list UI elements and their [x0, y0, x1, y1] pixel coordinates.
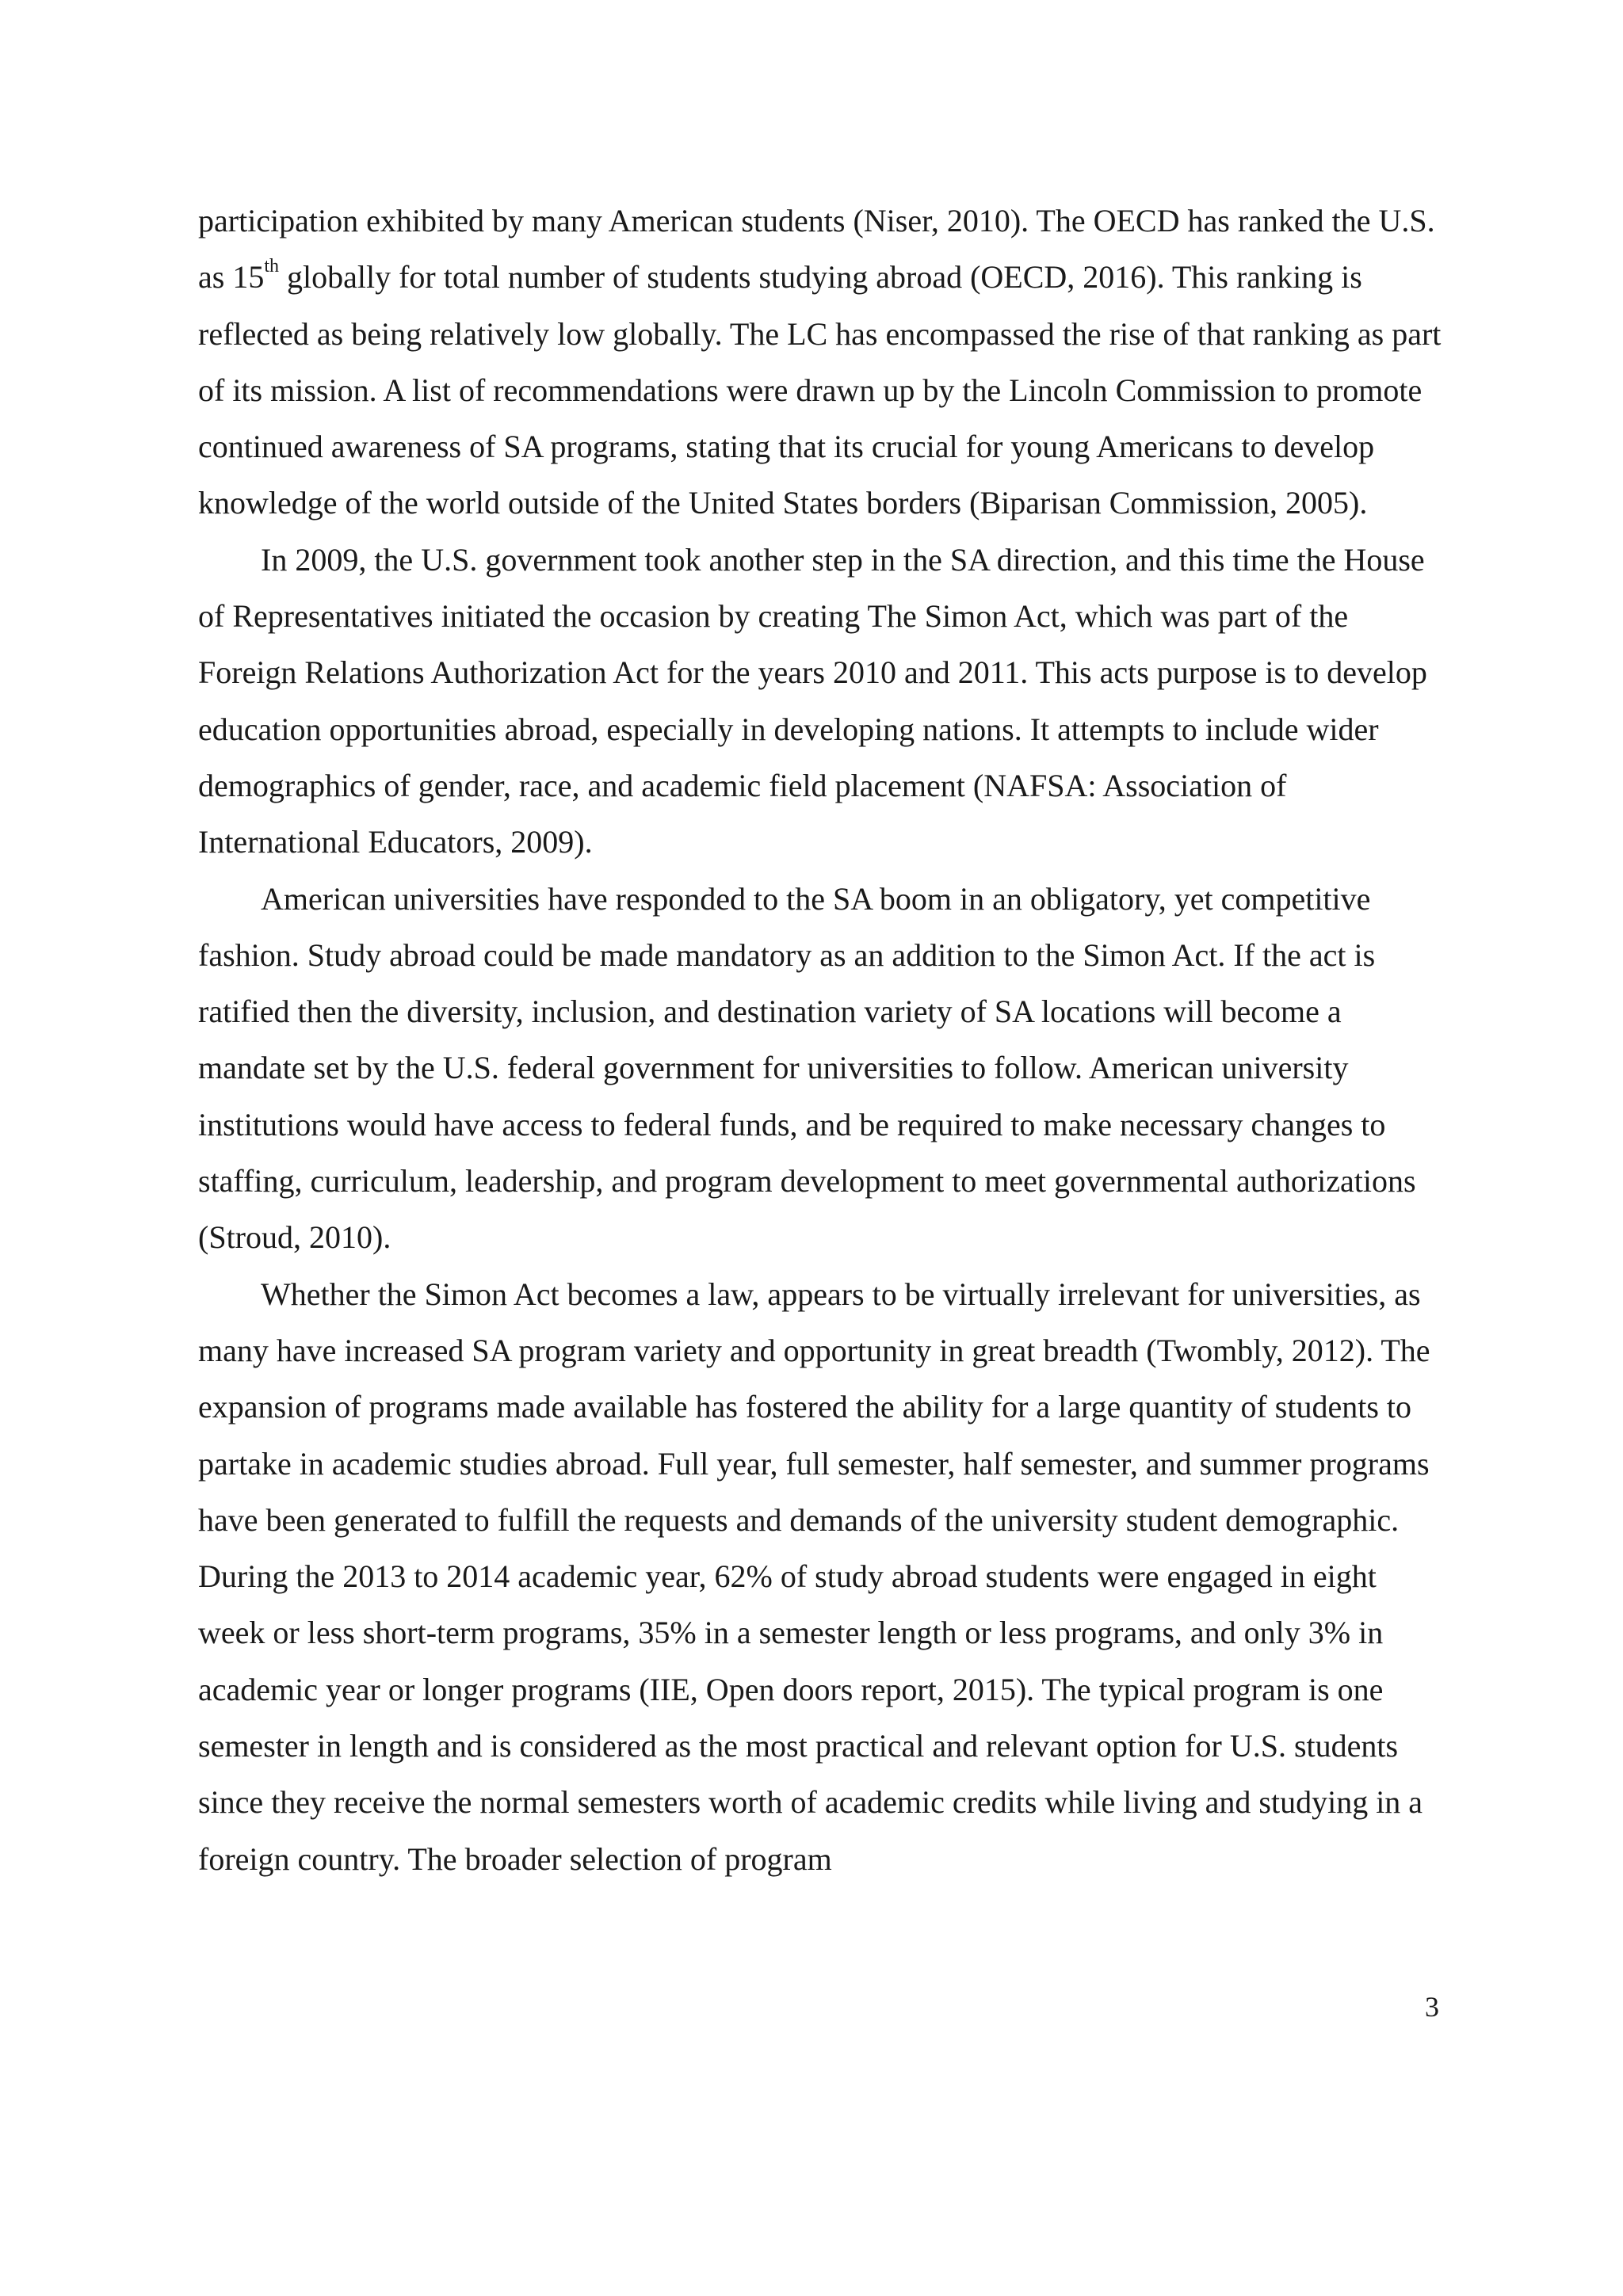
paragraph-2	[198, 532, 1442, 871]
paragraph-3-text: American universities have responded to the SA boom in an obligatory, yet competitive fashion. Study abroad could be made mandatory as an addition to the Simon Act. If the act is ratified then the diversity, inclusion, and destination variety of SA locations will become a mandate set by the U.S. federal government for universities to follow. American university institutions would have access to federal funds, and be required to make necessary changes to staffing, curriculum, leadership, and program development to meet governmental authorizations (Stroud, 2010).	[198, 880, 1416, 1256]
ordinal-superscript: th	[264, 255, 279, 277]
paragraph-4-text: Whether the Simon Act becomes a law, appears to be virtually irrelevant for universities, as many have increased SA program variety and opportunity in great breadth (Twombly, 2012). The expansion of programs made available has fostered the ability for a large quantity of students to partake in academic studies abroad. Full year, full semester, half semester, and summer programs have been generated to fulfill the requests and demands of the university student demographic. During the 2013 to 2014 academic year, 62% of study abroad students were engaged in eight week or less short-term programs, 35% in a semester length or less programs, and only 3% in academic year or longer programs (IIE, Open doors report, 2015). The typical program is one semester in length and is considered as the most practical and relevant option for U.S. students since they receive the normal semesters worth of academic credits while living and studying in a foreign country. The broader selection of program	[198, 1276, 1430, 1877]
paragraph-2-text: In 2009, the U.S. government took another step in the SA direction, and this time the House of Representatives initiated the occasion by creating The Simon Act, which was part of the Foreign Relations Authorization Act for the years 2010 and 2011. This acts purpose is to develop education opportunities abroad, especially in developing nations. It attempts to include wider demographics of gender, race, and academic field placement (NAFSA: Association of International Educators, 2009).	[198, 541, 1427, 860]
page-number: 3	[1425, 1991, 1439, 2023]
paragraph-3	[198, 871, 1442, 1266]
document-body	[198, 193, 1442, 1887]
paragraph-1-text-b: globally for total number of students studying abroad (OECD, 2016). This ranking is reflected as being relatively low globally. The LC has encompassed the rise of that ranking as part of its mission. A list of recommendations were drawn up by the Lincoln Commission to promote continued awareness of SA programs, stating that its crucial for young Americans to develop knowledge of the world outside of the United States borders (Biparisan Commission, 2005).	[198, 259, 1442, 521]
paragraph-1	[198, 193, 1442, 532]
paragraph-1-text-a: participation exhibited by many American students (Niser, 2010). The OECD has ranked the U.S. as 15	[198, 203, 1435, 296]
paragraph-4	[198, 1266, 1442, 1887]
